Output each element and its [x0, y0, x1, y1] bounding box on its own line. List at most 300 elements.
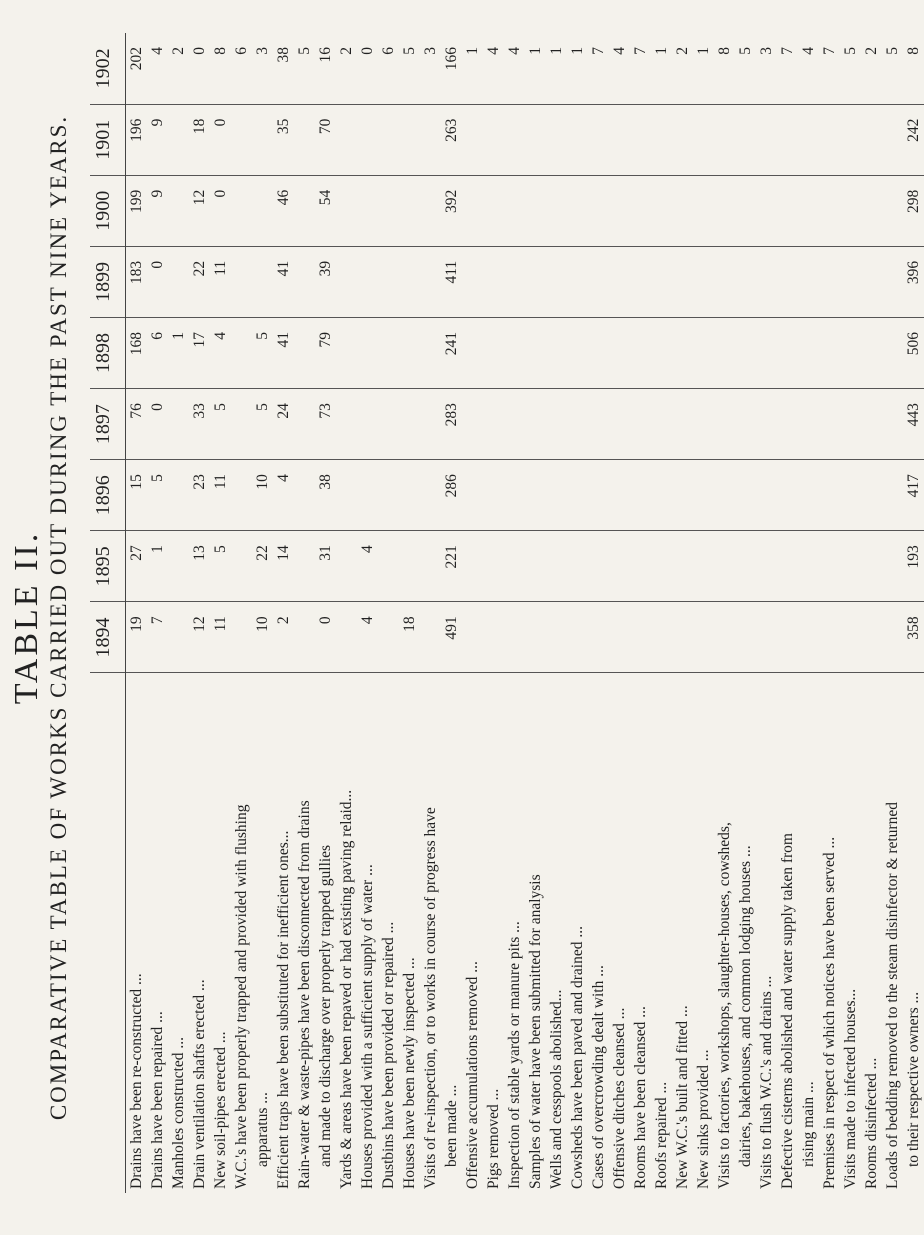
- row-label: New W.C.'s built and fitted ...: [673, 1005, 691, 1189]
- row-value: 7: [147, 602, 168, 673]
- row-value: 2: [168, 33, 189, 104]
- row-value: 6: [231, 33, 252, 104]
- row-value: [231, 460, 252, 531]
- row-label: W.C.'s have been properly trapped and provided with flushing: [232, 804, 250, 1189]
- table-row: [609, 33, 630, 1193]
- table-row: [651, 33, 672, 1193]
- row-value: [420, 460, 441, 531]
- table-row: [315, 33, 336, 1193]
- table-row: [756, 33, 777, 1193]
- row-value: [882, 531, 903, 602]
- row-value: 4: [609, 33, 630, 104]
- row-value: [714, 317, 735, 388]
- row-label: Drains have been repaired ...: [148, 1011, 166, 1189]
- row-value: [588, 389, 609, 460]
- header-row: [90, 33, 126, 1193]
- row-value: [357, 460, 378, 531]
- year-header: 1895: [90, 531, 126, 602]
- row-value: [672, 175, 693, 246]
- row-value: [483, 246, 504, 317]
- row-value: [735, 317, 756, 388]
- table-row: [483, 33, 504, 1193]
- row-value: [588, 531, 609, 602]
- row-value: [462, 460, 483, 531]
- row-value: 166: [441, 33, 462, 104]
- row-value: [798, 246, 819, 317]
- row-value: 54: [315, 175, 336, 246]
- table-row: [420, 33, 441, 1193]
- row-value: 411: [441, 246, 462, 317]
- table-row: [357, 33, 378, 1193]
- row-value: [525, 175, 546, 246]
- row-value: 3: [756, 33, 777, 104]
- row-value: [735, 175, 756, 246]
- row-value: [840, 246, 861, 317]
- table-row: [819, 33, 840, 1193]
- row-value: [714, 389, 735, 460]
- row-value: 1: [651, 33, 672, 104]
- row-value: [231, 389, 252, 460]
- row-value: 13: [189, 531, 210, 602]
- row-value: [420, 104, 441, 175]
- row-label: Visits to factories, workshops, slaughter-houses, cowsheds,: [715, 822, 733, 1189]
- row-value: [567, 389, 588, 460]
- table-row: [567, 33, 588, 1193]
- row-value: [840, 602, 861, 673]
- row-value: [735, 602, 756, 673]
- table-row: [672, 33, 693, 1193]
- row-value: [378, 531, 399, 602]
- row-value: [672, 460, 693, 531]
- row-value: [777, 460, 798, 531]
- row-value: 4: [483, 33, 504, 104]
- row-value: 8: [210, 33, 231, 104]
- row-value: [567, 317, 588, 388]
- row-value: [798, 389, 819, 460]
- table-row: [588, 33, 609, 1193]
- row-value: [231, 531, 252, 602]
- row-value: [546, 104, 567, 175]
- row-value: [756, 389, 777, 460]
- row-value: [630, 460, 651, 531]
- row-value: 1: [567, 33, 588, 104]
- table-row: [231, 33, 252, 1193]
- row-value: [630, 317, 651, 388]
- row-value: [693, 389, 714, 460]
- row-value: [483, 460, 504, 531]
- row-value: [357, 175, 378, 246]
- row-label: Drains have been re-constructed ...: [127, 973, 145, 1189]
- row-value: 15: [126, 460, 148, 531]
- row-value: [735, 389, 756, 460]
- year-header: 1899: [90, 246, 126, 317]
- row-value: [420, 389, 441, 460]
- row-value: [399, 246, 420, 317]
- row-value: [672, 317, 693, 388]
- row-value: 193: [903, 531, 924, 602]
- row-value: 196: [126, 104, 148, 175]
- row-value: 0: [210, 104, 231, 175]
- label-header: [90, 673, 126, 1193]
- row-label: Inspection of stable yards or manure pits ...: [505, 921, 523, 1189]
- row-value: [840, 175, 861, 246]
- row-value: [483, 317, 504, 388]
- row-value: 16: [315, 33, 336, 104]
- table-row: [546, 33, 567, 1193]
- row-value: [420, 531, 441, 602]
- row-value: [399, 460, 420, 531]
- row-value: [168, 104, 189, 175]
- row-value: [231, 104, 252, 175]
- row-value: [357, 246, 378, 317]
- row-value: 12: [189, 175, 210, 246]
- row-value: [399, 104, 420, 175]
- row-value: 31: [315, 531, 336, 602]
- row-value: [588, 317, 609, 388]
- row-value: [546, 602, 567, 673]
- row-label: New sinks provided ...: [694, 1049, 712, 1189]
- row-value: [798, 317, 819, 388]
- table-row: [525, 33, 546, 1193]
- row-value: 5: [294, 33, 315, 104]
- row-value: [861, 389, 882, 460]
- row-value: 22: [252, 531, 273, 602]
- row-value: [819, 389, 840, 460]
- row-value: [840, 317, 861, 388]
- row-value: 9: [147, 175, 168, 246]
- row-value: 183: [126, 246, 148, 317]
- row-value: 7: [819, 33, 840, 104]
- table-row: [294, 33, 315, 1193]
- row-value: 1: [147, 531, 168, 602]
- table-row: [252, 33, 273, 1193]
- row-value: [609, 317, 630, 388]
- row-value: 283: [441, 389, 462, 460]
- year-header: 1900: [90, 175, 126, 246]
- row-value: 202: [126, 33, 148, 104]
- row-value: 38: [273, 33, 294, 104]
- row-value: [861, 602, 882, 673]
- row-label: Samples of water have been submitted for analysis: [526, 874, 544, 1189]
- row-value: [798, 460, 819, 531]
- row-value: 286: [441, 460, 462, 531]
- table-row: [336, 33, 357, 1193]
- table-row: [126, 33, 148, 1193]
- row-value: [861, 531, 882, 602]
- row-value: 2: [861, 33, 882, 104]
- row-value: [168, 389, 189, 460]
- page-subtitle: COMPARATIVE TABLE OF WORKS CARRIED OUT DURING THE PAST NINE YEARS.: [46, 114, 71, 1121]
- year-header: 1902: [90, 33, 126, 104]
- row-value: [483, 104, 504, 175]
- row-value: [588, 175, 609, 246]
- row-value: [378, 317, 399, 388]
- row-value: [525, 104, 546, 175]
- table-row: [399, 33, 420, 1193]
- row-value: [378, 389, 399, 460]
- row-value: [504, 175, 525, 246]
- table-row: [861, 33, 882, 1193]
- row-label: been made ...: [442, 1084, 460, 1167]
- row-value: [609, 246, 630, 317]
- row-value: [231, 246, 252, 317]
- row-value: [693, 104, 714, 175]
- row-value: [672, 531, 693, 602]
- row-value: 4: [273, 460, 294, 531]
- row-value: 6: [147, 317, 168, 388]
- row-value: [336, 389, 357, 460]
- row-value: [546, 531, 567, 602]
- row-value: 41: [273, 246, 294, 317]
- row-value: [630, 389, 651, 460]
- row-value: 10: [252, 602, 273, 673]
- row-value: [168, 175, 189, 246]
- table-row: [777, 33, 798, 1193]
- row-value: [693, 246, 714, 317]
- row-value: [483, 175, 504, 246]
- row-value: [672, 389, 693, 460]
- row-value: 70: [315, 104, 336, 175]
- row-label: Visits of re-inspection, or to works in course of progress have: [421, 807, 439, 1189]
- table-row: [168, 33, 189, 1193]
- row-value: 46: [273, 175, 294, 246]
- row-value: 39: [315, 246, 336, 317]
- row-value: [294, 602, 315, 673]
- row-value: [420, 602, 441, 673]
- row-value: [756, 175, 777, 246]
- row-value: [231, 175, 252, 246]
- row-label: Drain ventilation shafts erected ...: [190, 979, 208, 1189]
- row-label: Wells and cesspools abolished...: [547, 989, 565, 1189]
- row-value: 5: [735, 33, 756, 104]
- row-label: Rooms disinfected ...: [862, 1057, 880, 1189]
- row-value: 392: [441, 175, 462, 246]
- row-value: 0: [147, 389, 168, 460]
- row-value: [336, 460, 357, 531]
- row-value: [819, 460, 840, 531]
- row-value: 24: [273, 389, 294, 460]
- row-label: Visits to flush W.C.'s and drains ...: [757, 975, 775, 1189]
- row-value: 7: [777, 33, 798, 104]
- row-value: 358: [903, 602, 924, 673]
- row-label: Loads of bedding removed to the steam disinfector & returned: [883, 802, 901, 1189]
- row-value: [735, 531, 756, 602]
- row-value: [798, 104, 819, 175]
- row-value: [546, 389, 567, 460]
- row-value: [504, 389, 525, 460]
- row-value: [231, 317, 252, 388]
- row-value: [861, 317, 882, 388]
- row-value: 0: [315, 602, 336, 673]
- row-value: [756, 460, 777, 531]
- row-value: 7: [588, 33, 609, 104]
- row-value: [756, 104, 777, 175]
- row-value: [294, 317, 315, 388]
- row-value: [567, 460, 588, 531]
- row-value: [609, 104, 630, 175]
- row-value: [462, 175, 483, 246]
- row-value: [462, 389, 483, 460]
- row-value: 2: [273, 602, 294, 673]
- row-label: Offensive ditches cleansed ...: [610, 1007, 628, 1189]
- row-value: [651, 246, 672, 317]
- year-header: 1897: [90, 389, 126, 460]
- table-row: [273, 33, 294, 1193]
- row-value: 1: [693, 33, 714, 104]
- row-value: [714, 104, 735, 175]
- table-row: [462, 33, 483, 1193]
- row-value: [630, 246, 651, 317]
- row-value: [378, 460, 399, 531]
- row-value: [168, 602, 189, 673]
- row-value: 76: [126, 389, 148, 460]
- row-value: [798, 602, 819, 673]
- row-value: 38: [315, 460, 336, 531]
- row-value: [483, 531, 504, 602]
- row-value: [735, 246, 756, 317]
- row-value: [378, 175, 399, 246]
- row-value: [609, 389, 630, 460]
- row-label: New soil-pipes erected ...: [211, 1031, 229, 1189]
- row-value: [567, 602, 588, 673]
- row-value: [777, 317, 798, 388]
- row-value: 6: [378, 33, 399, 104]
- row-value: [336, 104, 357, 175]
- year-header: 1901: [90, 104, 126, 175]
- row-value: [294, 175, 315, 246]
- row-value: [462, 531, 483, 602]
- row-value: [861, 246, 882, 317]
- row-value: 0: [210, 175, 231, 246]
- row-label: Yards & areas have been repaved or had existing paving relaid...: [337, 789, 355, 1189]
- row-value: [777, 389, 798, 460]
- table-row: [147, 33, 168, 1193]
- row-value: [693, 175, 714, 246]
- row-value: [525, 317, 546, 388]
- row-value: 443: [903, 389, 924, 460]
- row-value: [588, 104, 609, 175]
- row-value: 168: [126, 317, 148, 388]
- row-value: [861, 175, 882, 246]
- year-header: 1898: [90, 317, 126, 388]
- row-value: 11: [210, 460, 231, 531]
- row-value: 23: [189, 460, 210, 531]
- row-value: 8: [714, 33, 735, 104]
- row-value: 4: [504, 33, 525, 104]
- row-value: [504, 602, 525, 673]
- row-value: [714, 460, 735, 531]
- row-value: [504, 531, 525, 602]
- row-value: [798, 175, 819, 246]
- row-value: 18: [399, 602, 420, 673]
- row-label: rising main ...: [799, 1081, 817, 1167]
- row-value: [252, 104, 273, 175]
- year-header: 1896: [90, 460, 126, 531]
- row-value: 0: [189, 33, 210, 104]
- row-value: 199: [126, 175, 148, 246]
- row-value: 242: [903, 104, 924, 175]
- row-value: 5: [399, 33, 420, 104]
- row-value: [546, 175, 567, 246]
- row-value: [525, 246, 546, 317]
- row-value: [630, 531, 651, 602]
- table-row: [378, 33, 399, 1193]
- row-label: Offensive accumulations removed ...: [463, 961, 481, 1189]
- row-label: Defective cisterns abolished and water supply taken from: [778, 833, 796, 1189]
- row-value: 12: [189, 602, 210, 673]
- row-value: [693, 602, 714, 673]
- year-header: 1894: [90, 602, 126, 673]
- row-value: [252, 246, 273, 317]
- row-value: [756, 531, 777, 602]
- row-value: 18: [189, 104, 210, 175]
- row-value: [840, 389, 861, 460]
- row-value: 4: [357, 602, 378, 673]
- row-value: [546, 460, 567, 531]
- row-value: [378, 602, 399, 673]
- row-value: [882, 602, 903, 673]
- row-value: [672, 602, 693, 673]
- row-value: [483, 389, 504, 460]
- row-value: 5: [210, 389, 231, 460]
- table-row: [840, 33, 861, 1193]
- row-value: 1: [168, 317, 189, 388]
- table-row: [798, 33, 819, 1193]
- row-value: 2: [336, 33, 357, 104]
- row-value: [399, 175, 420, 246]
- works-table: [90, 33, 924, 1193]
- row-label: Rain-water & waste-pipes have been disconnected from drains: [295, 800, 313, 1189]
- row-value: [882, 104, 903, 175]
- row-value: [609, 175, 630, 246]
- row-value: [567, 175, 588, 246]
- row-value: 27: [126, 531, 148, 602]
- row-value: [819, 602, 840, 673]
- row-value: [693, 460, 714, 531]
- row-value: [651, 317, 672, 388]
- row-value: [672, 104, 693, 175]
- row-value: [462, 602, 483, 673]
- table-row: [882, 33, 903, 1193]
- row-value: [168, 531, 189, 602]
- row-value: 33: [189, 389, 210, 460]
- row-value: [735, 104, 756, 175]
- row-value: [168, 460, 189, 531]
- row-value: [567, 246, 588, 317]
- row-value: 1: [525, 33, 546, 104]
- row-value: [504, 317, 525, 388]
- row-label: Pigs removed ...: [484, 1088, 502, 1189]
- row-value: [588, 460, 609, 531]
- row-value: 3: [252, 33, 273, 104]
- row-value: [399, 389, 420, 460]
- row-label: Visits made to infected houses...: [841, 988, 859, 1189]
- row-value: [294, 389, 315, 460]
- row-value: [420, 317, 441, 388]
- row-value: [756, 602, 777, 673]
- row-value: 5: [252, 389, 273, 460]
- page-title: TABLE II.: [8, 530, 45, 705]
- row-value: [651, 531, 672, 602]
- row-value: 1: [546, 33, 567, 104]
- row-value: [882, 317, 903, 388]
- row-label: Houses provided with a sufficient supply of water ...: [358, 864, 376, 1189]
- row-value: [756, 317, 777, 388]
- row-value: [630, 104, 651, 175]
- row-value: 17: [189, 317, 210, 388]
- table-row: [504, 33, 525, 1193]
- row-value: 221: [441, 531, 462, 602]
